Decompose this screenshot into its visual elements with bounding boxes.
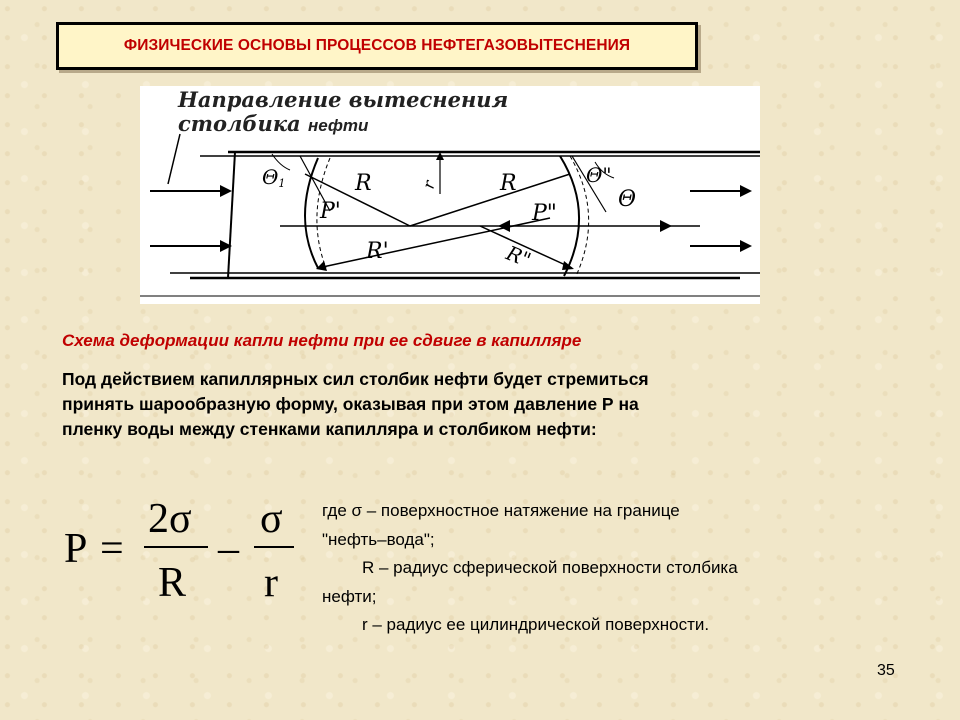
axis-arrowhead-right [660,220,672,232]
flow-arrowhead-right-bottom [740,240,752,252]
paragraph-line: принять шарообразную форму, оказывая при этом давление Р на [62,394,639,414]
definition-line: R – радиус сферической поверхности столбика [362,558,738,577]
label-R2: R" [502,240,535,273]
label-R-left: R [355,171,372,196]
formula-minus: – [218,526,239,572]
paragraph-line: пленку воды между стенками капилляра и столбиком нефти: [62,419,597,439]
label-r: r [418,178,439,191]
axis-arrowhead-left [498,220,510,232]
definition-line: "нефть–вода"; [322,529,435,549]
slide-title: ФИЗИЧЕСКИЕ ОСНОВЫ ПРОЦЕССОВ НЕФТЕГАЗОВЫТЕСНЕНИЯ [123,37,631,54]
caption-pointer [168,134,180,184]
formula-definitions [322,497,902,640]
definition-line: где σ – поверхностное натяжение на границе [322,501,680,520]
label-theta1: Θ1 [262,165,286,190]
label-R1: R' [366,239,389,264]
definition-line: нефти; [322,586,377,606]
formula-denominator-2: r [264,560,278,606]
slide-title-box [56,22,698,70]
flow-arrowhead-right-top [740,185,752,197]
main-paragraph [62,367,902,442]
figure-caption-word: нефти [307,116,369,135]
label-theta: Θ [618,187,637,212]
definition-line: r – радиус ее цилиндрической поверхности. [362,615,710,634]
formula-numerator-2: σ [260,496,283,542]
formula-numerator-1: 2σ [148,496,192,542]
formula-equals: = [100,526,124,572]
label-theta2: Θ" [586,163,612,187]
label-R-right: R [500,171,517,196]
pressure-formula [58,490,318,610]
flow-arrowhead-left-top [220,185,232,197]
figure-subtitle: Схема деформации капли нефти при ее сдвиге в капилляре [62,331,582,350]
label-P2: P" [532,201,557,226]
figure-caption-line2: столбика нефти [178,111,369,136]
figure-caption [178,88,538,138]
pressure-formula-svg [58,490,318,610]
page-number: 35 [877,662,895,679]
formula-denominator-1: R [158,560,187,606]
label-P1: P' [320,199,341,224]
figure-caption-line1: Направление вытеснения [178,87,509,112]
capillary-left-edge [228,152,235,278]
radius-R-double-prime-arrowhead [562,261,574,270]
paragraph-line: Под действием капиллярных сил столбик нефти будет стремиться [62,369,649,389]
formula-lhs: P [64,526,88,572]
